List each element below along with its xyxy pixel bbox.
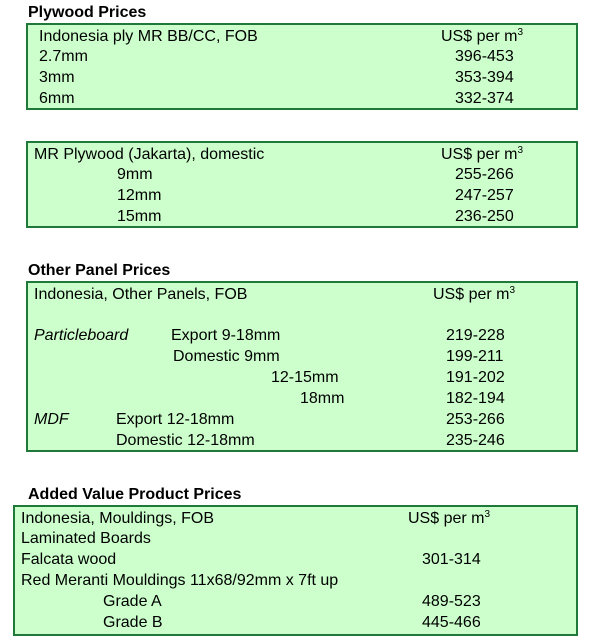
- size-label: 12mm: [117, 187, 162, 204]
- box-title: Indonesia ply MR BB/CC, FOB: [39, 28, 258, 45]
- size-label: 6mm: [39, 90, 75, 107]
- box-title: MR Plywood (Jakarta), domestic: [34, 146, 265, 163]
- size-label: 3mm: [39, 69, 75, 86]
- price-value: 301-314: [422, 551, 481, 568]
- price-value: 219-228: [446, 327, 505, 344]
- product-label: 18mm: [300, 390, 345, 407]
- unit-header: [441, 145, 523, 165]
- section-heading-other-panels: Other Panel Prices: [28, 262, 171, 279]
- section-heading-added-value: Added Value Product Prices: [28, 486, 242, 503]
- unit-superscript: 3: [517, 145, 524, 156]
- price-value: 199-211: [446, 348, 504, 365]
- size-label: 9mm: [117, 166, 153, 183]
- price-value: 182-194: [446, 390, 505, 407]
- price-value: 332-374: [455, 90, 514, 107]
- price-value: 255-266: [455, 166, 514, 183]
- size-label: 2.7mm: [39, 48, 88, 65]
- product-label: Red Meranti Mouldings 11x68/92mm x 7ft up: [21, 572, 339, 589]
- product-label: Domestic 12-18mm: [116, 432, 255, 449]
- grade-label: Grade B: [103, 614, 163, 631]
- price-value: 235-246: [446, 432, 505, 449]
- price-value: 236-250: [455, 208, 514, 225]
- box-title: Indonesia, Other Panels, FOB: [34, 286, 248, 303]
- unit-text: US$ per m: [433, 286, 510, 303]
- price-value: 445-466: [422, 614, 481, 631]
- price-box-mouldings: [13, 505, 578, 636]
- product-label: Export 12-18mm: [116, 411, 235, 428]
- price-box-mr-plywood-jakarta: [26, 141, 578, 228]
- price-value: 353-394: [455, 69, 514, 86]
- unit-superscript: 3: [484, 509, 491, 520]
- price-value: 253-266: [446, 411, 505, 428]
- size-label: 15mm: [117, 208, 162, 225]
- product-label: Export 9-18mm: [171, 327, 281, 344]
- grade-label: Grade A: [103, 593, 162, 610]
- unit-text: US$ per m: [408, 510, 485, 527]
- category-label-particleboard: Particleboard: [34, 327, 129, 344]
- product-label: Laminated Boards: [21, 530, 151, 547]
- product-label: Domestic 9mm: [173, 348, 280, 365]
- unit-header: [433, 285, 515, 305]
- category-label-mdf: MDF: [34, 411, 69, 428]
- section-heading-plywood: Plywood Prices: [28, 4, 147, 21]
- price-box-other-panels: [26, 281, 578, 452]
- unit-text: US$ per m: [441, 146, 518, 163]
- price-value: 396-453: [455, 48, 514, 65]
- price-value: 191-202: [446, 369, 505, 386]
- price-value: 489-523: [422, 593, 481, 610]
- unit-header: [408, 509, 490, 529]
- unit-superscript: 3: [517, 27, 524, 38]
- box-title: Indonesia, Mouldings, FOB: [21, 510, 214, 527]
- product-label: Falcata wood: [21, 551, 117, 568]
- price-box-indonesia-ply: [26, 23, 578, 110]
- unit-text: US$ per m: [441, 28, 518, 45]
- unit-header: [441, 27, 523, 47]
- product-label: 12-15mm: [271, 369, 339, 386]
- price-value: 247-257: [455, 187, 514, 204]
- unit-superscript: 3: [509, 285, 516, 296]
